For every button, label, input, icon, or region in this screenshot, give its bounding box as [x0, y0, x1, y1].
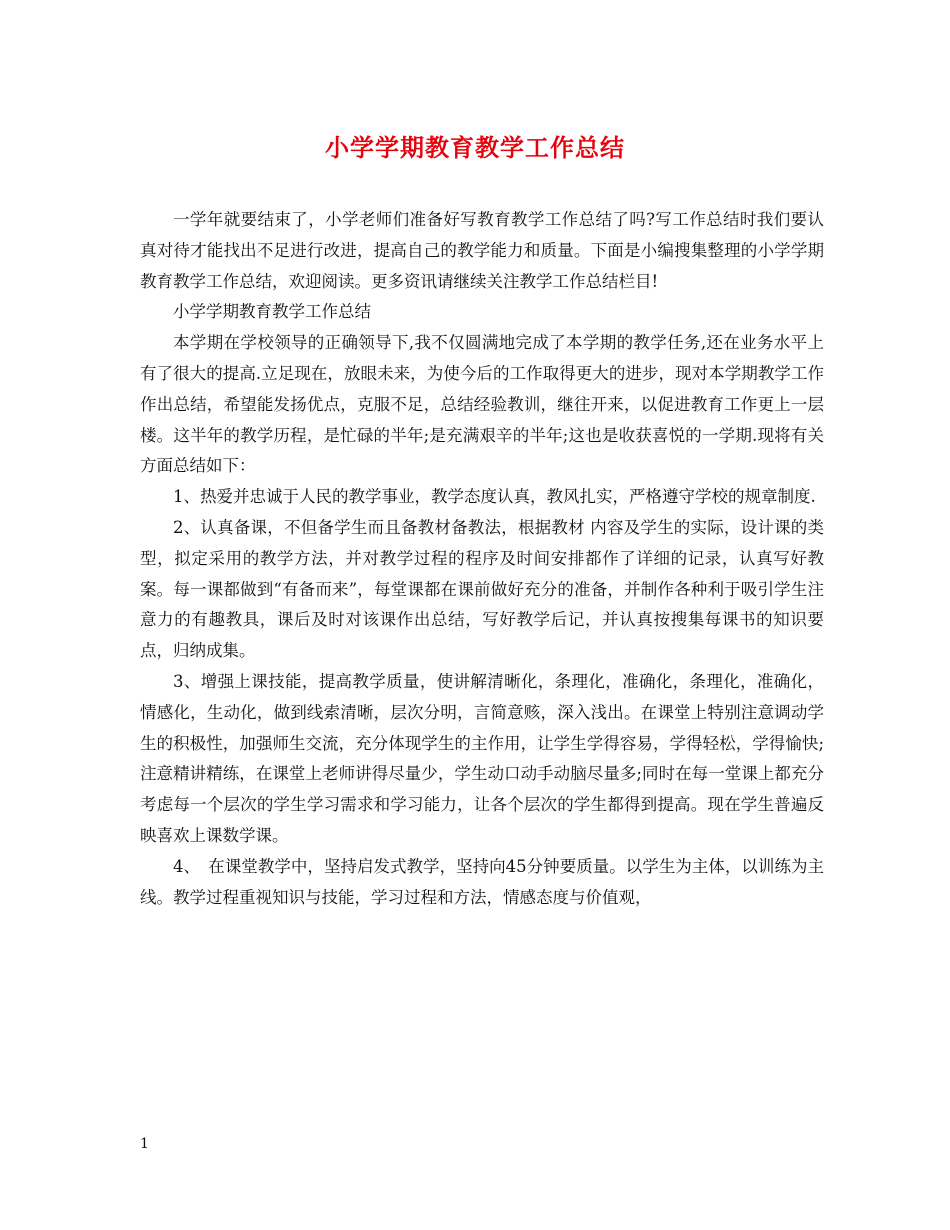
- list-item-2: 2、认真备课，不但备学生而且备教材备教法，根据教材 内容及学生的实际，设计课的类型，拟定采用的教学方法，并对教学过程的程序及时间安排都作了详细的记录，认真写好教案。每一课都做到“有备而来”，每堂课都在课前做好充分的准备，并制作各种利于吸引学生注意力的有趣教具，课后及时对该课作出总结，写好教学后记，并认真按搜集每课书的知识要点，归纳成集。: [140, 517, 824, 661]
- list-item-3: 3、增强上课技能，提高教学质量，使讲解清晰化，条理化，准确化，条理化，准确化，情感化，生动化，做到线索清晰，层次分明，言简意赅，深入浅出。在课堂上特别注意调动学生的积极性，加强师生交流，充分体现学生的主作用，让学生学得容易，学得轻松，学得愉快;注意精讲精练，在课堂上老师讲得尽量少，学生动口动手动脑尽量多;同时在每一堂课上都充分考虑每一个层次的学生学习需求和学习能力，让各个层次的学生都得到提高。现在学生普遍反映喜欢上课数学课。: [140, 671, 824, 845]
- document-body: [140, 205, 824, 913]
- section-heading: 小学学期教育教学工作总结: [173, 302, 371, 322]
- list-item-1: 1、热爱并忠诚于人民的教学事业，教学态度认真，教风扎实，严格遵守学校的规章制度.: [173, 487, 816, 507]
- document-title: 小学学期教育教学工作总结: [325, 133, 625, 162]
- intro-paragraph: 一学年就要结束了，小学老师们准备好写教育教学工作总结了吗?写工作总结时我们要认真对待才能找出不足进行改进，提高自己的教学能力和质量。下面是小编搜集整理的小学学期教育教学工作总结，欢迎阅读。更多资讯请继续关注教学工作总结栏目!: [140, 210, 824, 291]
- body-paragraph: 本学期在学校领导的正确领导下,我不仅圆满地完成了本学期的教学任务,还在业务水平上有了很大的提高.立足现在，放眼未来，为使今后的工作取得更大的进步，现对本学期教学工作作出总结，希望能发扬优点，克服不足，总结经验教训，继往开来，以促进教育工作更上一层楼。这半年的教学历程，是忙碌的半年;是充满艰辛的半年;这也是收获喜悦的一学期.现将有关方面总结如下：: [140, 333, 824, 476]
- list-item-4: 4、 在课堂教学中，坚持启发式教学，坚持向45分钟要质量。以学生为主体，以训练为主线。教学过程重视知识与技能，学习过程和方法，情感态度与价值观，: [140, 856, 824, 907]
- page-number: 1: [140, 1136, 149, 1152]
